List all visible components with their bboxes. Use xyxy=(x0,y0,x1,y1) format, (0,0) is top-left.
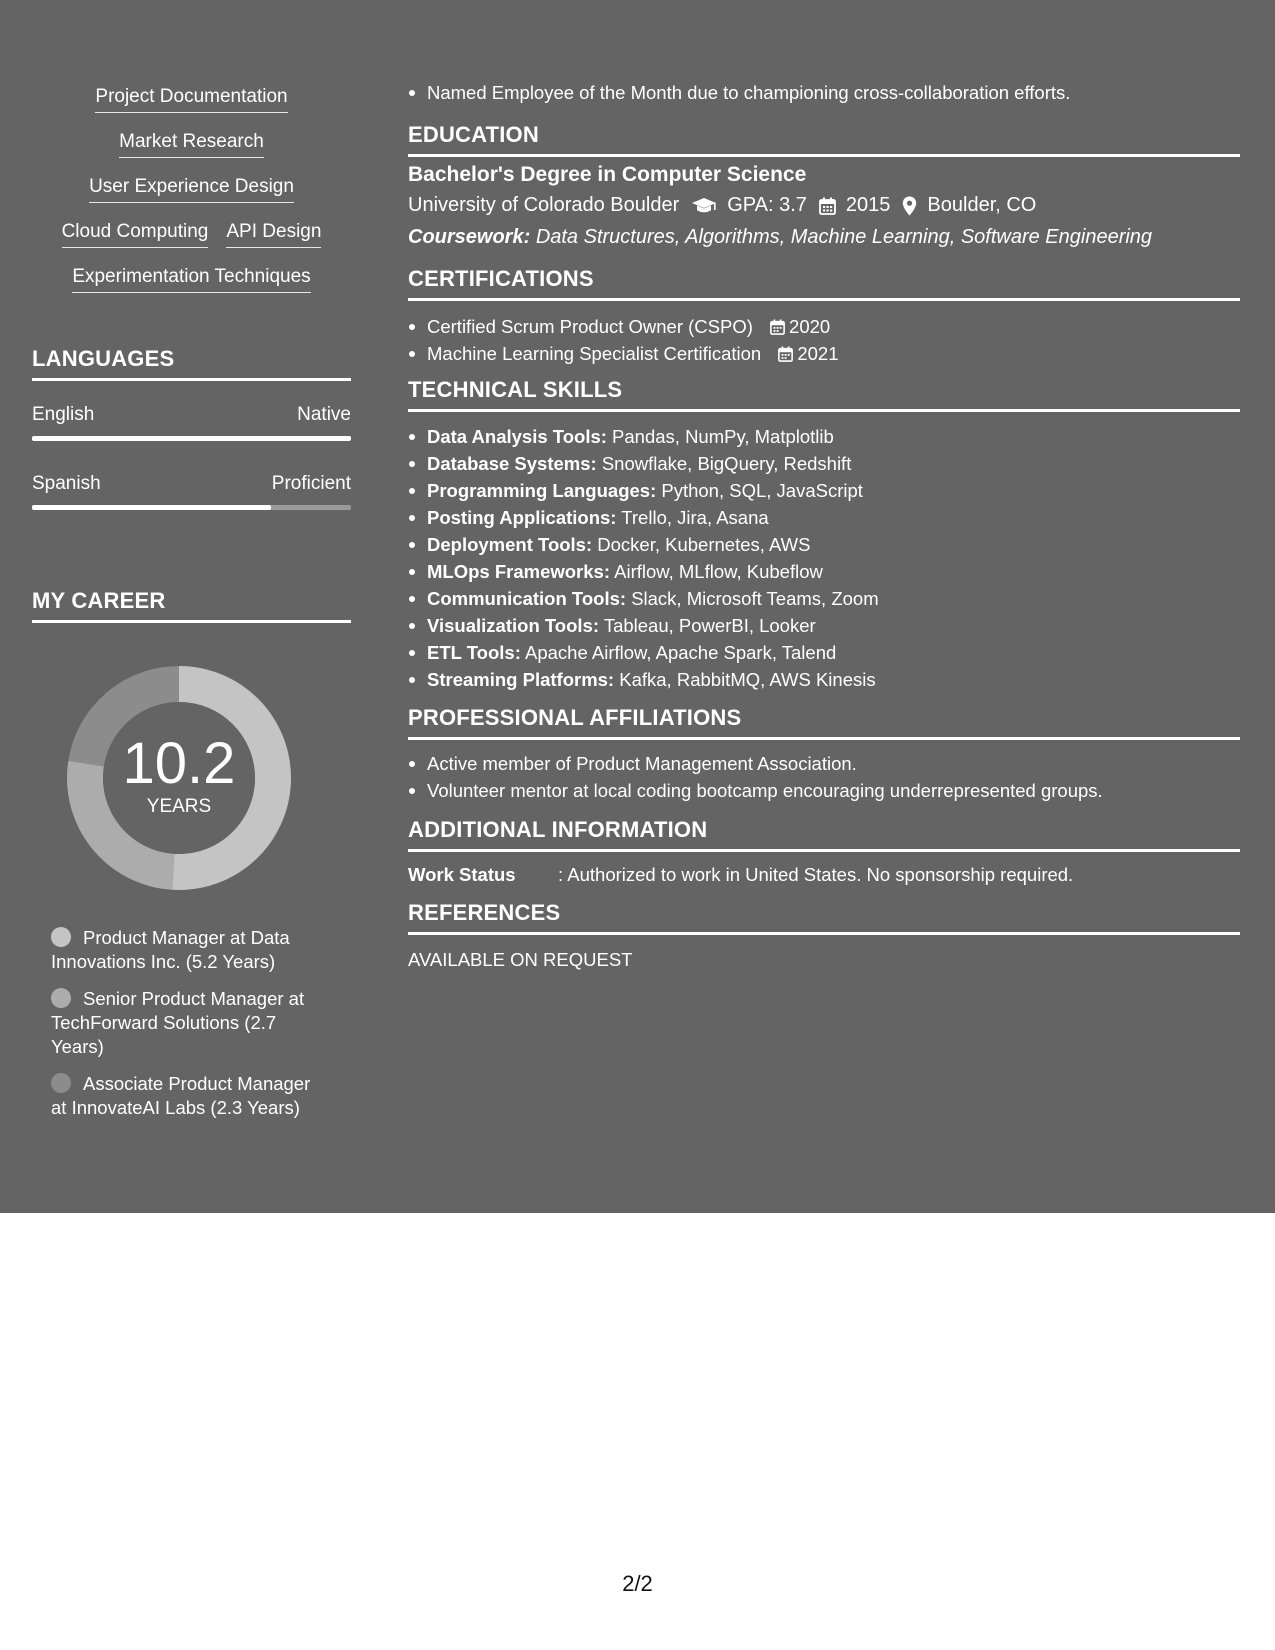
location-pin-icon xyxy=(902,196,917,216)
career-donut-chart xyxy=(67,666,291,890)
skill-row xyxy=(32,176,351,221)
affiliation-item: Active member of Product Management Association. xyxy=(408,750,1240,777)
career-role-label: Product Manager at Data Innovations Inc. (5.2 Years) xyxy=(51,927,290,972)
skill-category: Programming Languages: xyxy=(427,480,657,501)
career-total-label: YEARS xyxy=(146,796,212,817)
skill-tag: Cloud Computing xyxy=(62,221,209,248)
education-year: 2015 xyxy=(845,194,891,216)
language-english xyxy=(32,404,351,441)
technical-skills-list xyxy=(408,423,1240,693)
career-legend-item xyxy=(51,1072,321,1120)
technical-skill-item xyxy=(408,612,1240,639)
education-gpa: GPA: 3.7 xyxy=(727,194,807,216)
calendar-icon xyxy=(819,197,836,215)
skill-values: Apache Airflow, Apache Spark, Talend xyxy=(525,642,837,663)
experience-bullets xyxy=(408,79,1240,106)
career-legend-item xyxy=(51,926,321,974)
language-bar xyxy=(32,436,351,441)
language-name: English xyxy=(32,404,95,425)
technical-skill-item xyxy=(408,504,1240,531)
affiliation-item: Volunteer mentor at local coding bootcamp encouraging underrepresented groups. xyxy=(408,777,1240,804)
career-total-years: 10.2 xyxy=(122,731,236,796)
skill-category: Communication Tools: xyxy=(427,588,627,609)
technical-skill-item xyxy=(408,666,1240,693)
language-bar-fill xyxy=(32,505,271,510)
references-title: REFERENCES xyxy=(408,900,1240,935)
skill-row xyxy=(32,266,351,311)
calendar-icon xyxy=(770,319,785,335)
skill-values: Tableau, PowerBI, Looker xyxy=(603,615,816,636)
technical-skill-item xyxy=(408,423,1240,450)
certification-year: 2021 xyxy=(797,343,839,364)
experience-bullet: Named Employee of the Month due to championing cross-collaboration efforts. xyxy=(408,79,1240,106)
skill-category: Deployment Tools: xyxy=(427,534,593,555)
work-status-label: Work Status xyxy=(408,864,516,885)
skill-category: Data Analysis Tools: xyxy=(427,426,607,447)
affiliations-title: PROFESSIONAL AFFILIATIONS xyxy=(408,705,1240,740)
graduation-cap-icon xyxy=(691,197,717,215)
skill-values: Snowflake, BigQuery, Redshift xyxy=(601,453,852,474)
languages-title: LANGUAGES xyxy=(32,346,351,381)
language-name: Spanish xyxy=(32,473,101,494)
career-role-label: Associate Product Manager at InnovateAI Labs (2.3 Years) xyxy=(51,1073,311,1118)
education-title: EDUCATION xyxy=(408,122,1240,157)
skill-tag: User Experience Design xyxy=(89,176,294,203)
skill-category: Posting Applications: xyxy=(427,507,617,528)
certifications-title: CERTIFICATIONS xyxy=(408,266,1240,301)
skill-category: Visualization Tools: xyxy=(427,615,600,636)
technical-skill-item xyxy=(408,531,1240,558)
technical-skill-item xyxy=(408,639,1240,666)
legend-dot xyxy=(51,1073,71,1093)
certification-item xyxy=(408,340,1240,367)
legend-dot xyxy=(51,988,71,1008)
language-level: Proficient xyxy=(271,473,351,494)
certification-item xyxy=(408,313,1240,340)
certification-name: Machine Learning Specialist Certification xyxy=(427,343,762,364)
language-level: Native xyxy=(297,404,351,425)
skill-category: Database Systems: xyxy=(427,453,597,474)
technical-skill-item xyxy=(408,585,1240,612)
certification-name: Certified Scrum Product Owner (CSPO) xyxy=(427,316,753,337)
coursework-list: Data Structures, Algorithms, Machine Learning, Software Engineering xyxy=(535,226,1153,248)
skill-row xyxy=(32,86,351,131)
career-legend xyxy=(51,926,321,1133)
skill-tag: API Design xyxy=(226,221,321,248)
education-location: Boulder, CO xyxy=(927,194,1037,216)
language-bar xyxy=(32,505,351,510)
education-details xyxy=(408,194,1036,217)
legend-dot xyxy=(51,927,71,947)
skill-tag: Project Documentation xyxy=(95,86,287,113)
skill-category: Streaming Platforms: xyxy=(427,669,615,690)
career-title: MY CAREER xyxy=(32,588,351,623)
skill-values: Trello, Jira, Asana xyxy=(621,507,769,528)
education-coursework xyxy=(408,226,1152,249)
language-bar-fill xyxy=(32,436,351,441)
skill-values: Airflow, MLflow, Kubeflow xyxy=(614,561,823,582)
work-status xyxy=(408,864,1073,886)
affiliations-list xyxy=(408,750,1240,804)
certification-year: 2020 xyxy=(789,316,831,337)
page-number: 2/2 xyxy=(622,1571,653,1596)
skill-row xyxy=(32,221,351,266)
skill-values: Kafka, RabbitMQ, AWS Kinesis xyxy=(619,669,876,690)
technical-skill-item xyxy=(408,477,1240,504)
technical-skill-item xyxy=(408,450,1240,477)
career-legend-item xyxy=(51,987,321,1059)
technical-skill-item xyxy=(408,558,1240,585)
skill-values: Slack, Microsoft Teams, Zoom xyxy=(631,588,879,609)
skill-tag: Market Research xyxy=(119,131,264,158)
calendar-icon xyxy=(778,346,793,362)
career-role-label: Senior Product Manager at TechForward Solutions (2.7 Years) xyxy=(51,988,305,1057)
skill-tag: Experimentation Techniques xyxy=(72,266,310,293)
certifications-list xyxy=(408,313,1240,367)
skill-row xyxy=(32,131,351,176)
language-spanish xyxy=(32,473,351,510)
additional-info-title: ADDITIONAL INFORMATION xyxy=(408,817,1240,852)
technical-skills-title: TECHNICAL SKILLS xyxy=(408,377,1240,412)
skill-values: Docker, Kubernetes, AWS xyxy=(597,534,811,555)
references-text: AVAILABLE ON REQUEST xyxy=(408,949,633,970)
skill-category: MLOps Frameworks: xyxy=(427,561,610,582)
work-status-value: : Authorized to work in United States. No sponsorship required. xyxy=(558,864,1074,885)
skill-values: Pandas, NumPy, Matplotlib xyxy=(612,426,834,447)
coursework-label: Coursework: xyxy=(408,226,531,248)
education-school: University of Colorado Boulder xyxy=(408,194,680,216)
skill-values: Python, SQL, JavaScript xyxy=(661,480,863,501)
skills-tags xyxy=(32,86,351,311)
education-degree: Bachelor's Degree in Computer Science xyxy=(408,163,807,186)
skill-category: ETL Tools: xyxy=(427,642,521,663)
